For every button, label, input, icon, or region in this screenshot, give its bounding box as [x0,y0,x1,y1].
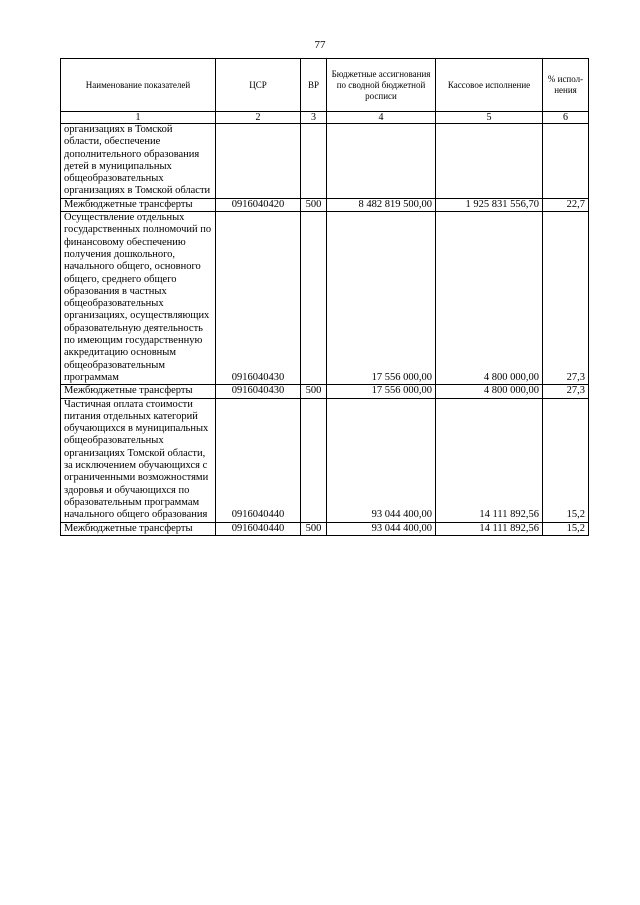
column-number: 2 [216,112,301,124]
vr-cell: 500 [301,522,327,535]
execution-cell: 4 800 000,00 [436,385,543,398]
allocation-cell: 93 044 400,00 [327,522,436,535]
percent-cell [543,124,589,199]
allocation-cell [327,124,436,199]
budget-execution-table [60,58,589,536]
header-vr: ВР [301,59,327,112]
header-indicator-name: Наименование показателей [61,59,216,112]
allocation-cell: 17 556 000,00 [327,212,436,385]
table-row [61,385,589,398]
column-numbers-row [61,112,589,124]
execution-cell: 4 800 000,00 [436,212,543,385]
vr-cell [301,398,327,522]
table-row [61,522,589,535]
csr-cell: 0916040420 [216,198,301,211]
allocation-cell: 8 482 819 500,00 [327,198,436,211]
indicator-name-cell: организациях в Томской области, обеспечение дополнительного образования детей в муниципальных общеобразовательных организациях в Томской области [61,124,216,199]
csr-cell: 0916040430 [216,385,301,398]
table-row [61,198,589,211]
table-row [61,398,589,522]
table-row [61,212,589,385]
vr-cell: 500 [301,198,327,211]
percent-cell: 27,3 [543,212,589,385]
header-csr: ЦСР [216,59,301,112]
table-row [61,124,589,199]
indicator-name-cell: Межбюджетные трансферты [61,198,216,211]
header-execution: Кассовое исполнение [436,59,543,112]
header-allocation: Бюджетные ассигнования по сводной бюджетной росписи [327,59,436,112]
table-header-row [61,59,589,112]
execution-cell: 1 925 831 556,70 [436,198,543,211]
execution-cell: 14 111 892,56 [436,522,543,535]
header-percent: % испол-нения [543,59,589,112]
vr-cell [301,124,327,199]
column-number: 4 [327,112,436,124]
indicator-name-cell: Межбюджетные трансферты [61,385,216,398]
vr-cell [301,212,327,385]
column-number: 5 [436,112,543,124]
indicator-name-cell: Осуществление отдельных государственных полномочий по финансовому обеспечению получения дошкольного, начального общего, основного общего, среднего общего образования в частных общеобразовательных организациях, осуществляющих образовательную деятельность по имеющим государственную аккредитацию основным общеобразовательным программам [61,212,216,385]
csr-cell [216,124,301,199]
percent-cell: 15,2 [543,522,589,535]
percent-cell: 27,3 [543,385,589,398]
csr-cell: 0916040440 [216,522,301,535]
indicator-name-cell: Межбюджетные трансферты [61,522,216,535]
column-number: 1 [61,112,216,124]
csr-cell: 0916040440 [216,398,301,522]
execution-cell: 14 111 892,56 [436,398,543,522]
percent-cell: 15,2 [543,398,589,522]
vr-cell: 500 [301,385,327,398]
execution-cell [436,124,543,199]
page-number: 77 [314,39,326,51]
allocation-cell: 93 044 400,00 [327,398,436,522]
column-number: 3 [301,112,327,124]
percent-cell: 22,7 [543,198,589,211]
column-number: 6 [543,112,589,124]
csr-cell: 0916040430 [216,212,301,385]
indicator-name-cell: Частичная оплата стоимости питания отдельных категорий обучающихся в муниципальных общеобразовательных организациях Томской области, за исключением обучающихся с ограниченными возможностями здоровья и обучающихся по образовательным программам начального общего образования [61,398,216,522]
allocation-cell: 17 556 000,00 [327,385,436,398]
